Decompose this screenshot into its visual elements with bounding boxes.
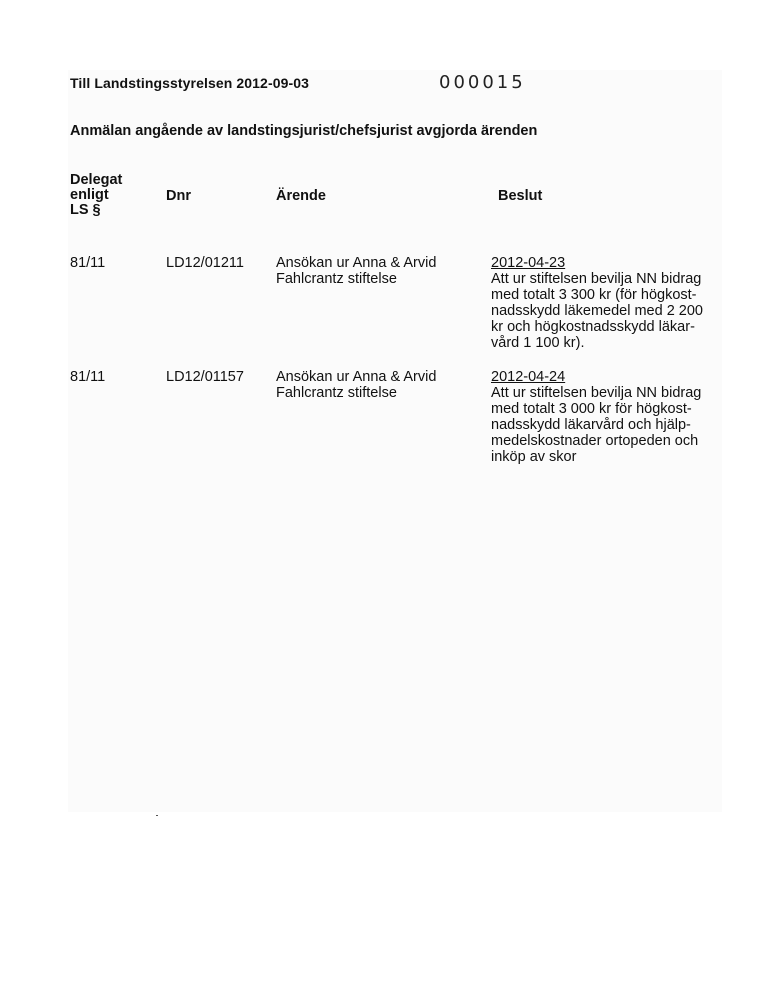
scan-speck — [156, 815, 158, 816]
column-header-beslut: Beslut — [498, 188, 543, 204]
column-header-delegat-line2: enligt — [70, 187, 109, 203]
row2-decision-line: inköp av skor — [491, 449, 577, 465]
page-stamp-number: 000015 — [439, 72, 526, 93]
row2-beslut — [491, 369, 726, 465]
row2-arende — [276, 369, 476, 401]
column-header-delegat — [70, 173, 122, 218]
row2-decision-line: med totalt 3 000 kr för högkost- — [491, 401, 692, 417]
row1-arende-line1: Ansökan ur Anna & Arvid — [276, 255, 437, 271]
column-header-arende: Ärende — [276, 188, 326, 204]
row2-arende-line2: Fahlcrantz stiftelse — [276, 385, 397, 401]
row1-decision-line: vård 1 100 kr). — [491, 335, 585, 351]
row2-decision-date: 2012-04-24 — [491, 369, 566, 385]
row1-arende-line2: Fahlcrantz stiftelse — [276, 271, 397, 287]
row1-decision-line: nadsskydd läkemedel med 2 200 — [491, 303, 703, 319]
document-recipient-title: Till Landstingsstyrelsen 2012-09-03 — [70, 75, 310, 91]
row1-decision-date: 2012-04-23 — [491, 255, 566, 271]
column-header-delegat-line3: LS § — [70, 202, 101, 218]
row1-decision-line: Att ur stiftelsen bevilja NN bidrag — [491, 271, 702, 287]
row2-delegat: 81/11 — [70, 369, 106, 385]
row1-decision-line: med totalt 3 300 kr (för högkost- — [491, 287, 697, 303]
row2-decision-line: nadsskydd läkarvård och hjälp- — [491, 417, 691, 433]
column-header-dnr: Dnr — [166, 188, 191, 204]
row1-decision-line: kr och högkostnadsskydd läkar- — [491, 319, 695, 335]
column-header-delegat-line1: Delegat — [70, 172, 123, 188]
row1-dnr: LD12/01211 — [166, 255, 244, 271]
row1-delegat: 81/11 — [70, 255, 106, 271]
row1-arende — [276, 255, 476, 287]
row2-arende-line1: Ansökan ur Anna & Arvid — [276, 369, 437, 385]
row2-decision-line: medelskostnader ortopeden och — [491, 433, 699, 449]
document-heading: Anmälan angående av landstingsjurist/chefsjurist avgjorda ärenden — [70, 123, 538, 139]
row2-decision-line: Att ur stiftelsen bevilja NN bidrag — [491, 385, 702, 401]
row2-dnr: LD12/01157 — [166, 369, 244, 385]
row1-beslut — [491, 255, 726, 351]
